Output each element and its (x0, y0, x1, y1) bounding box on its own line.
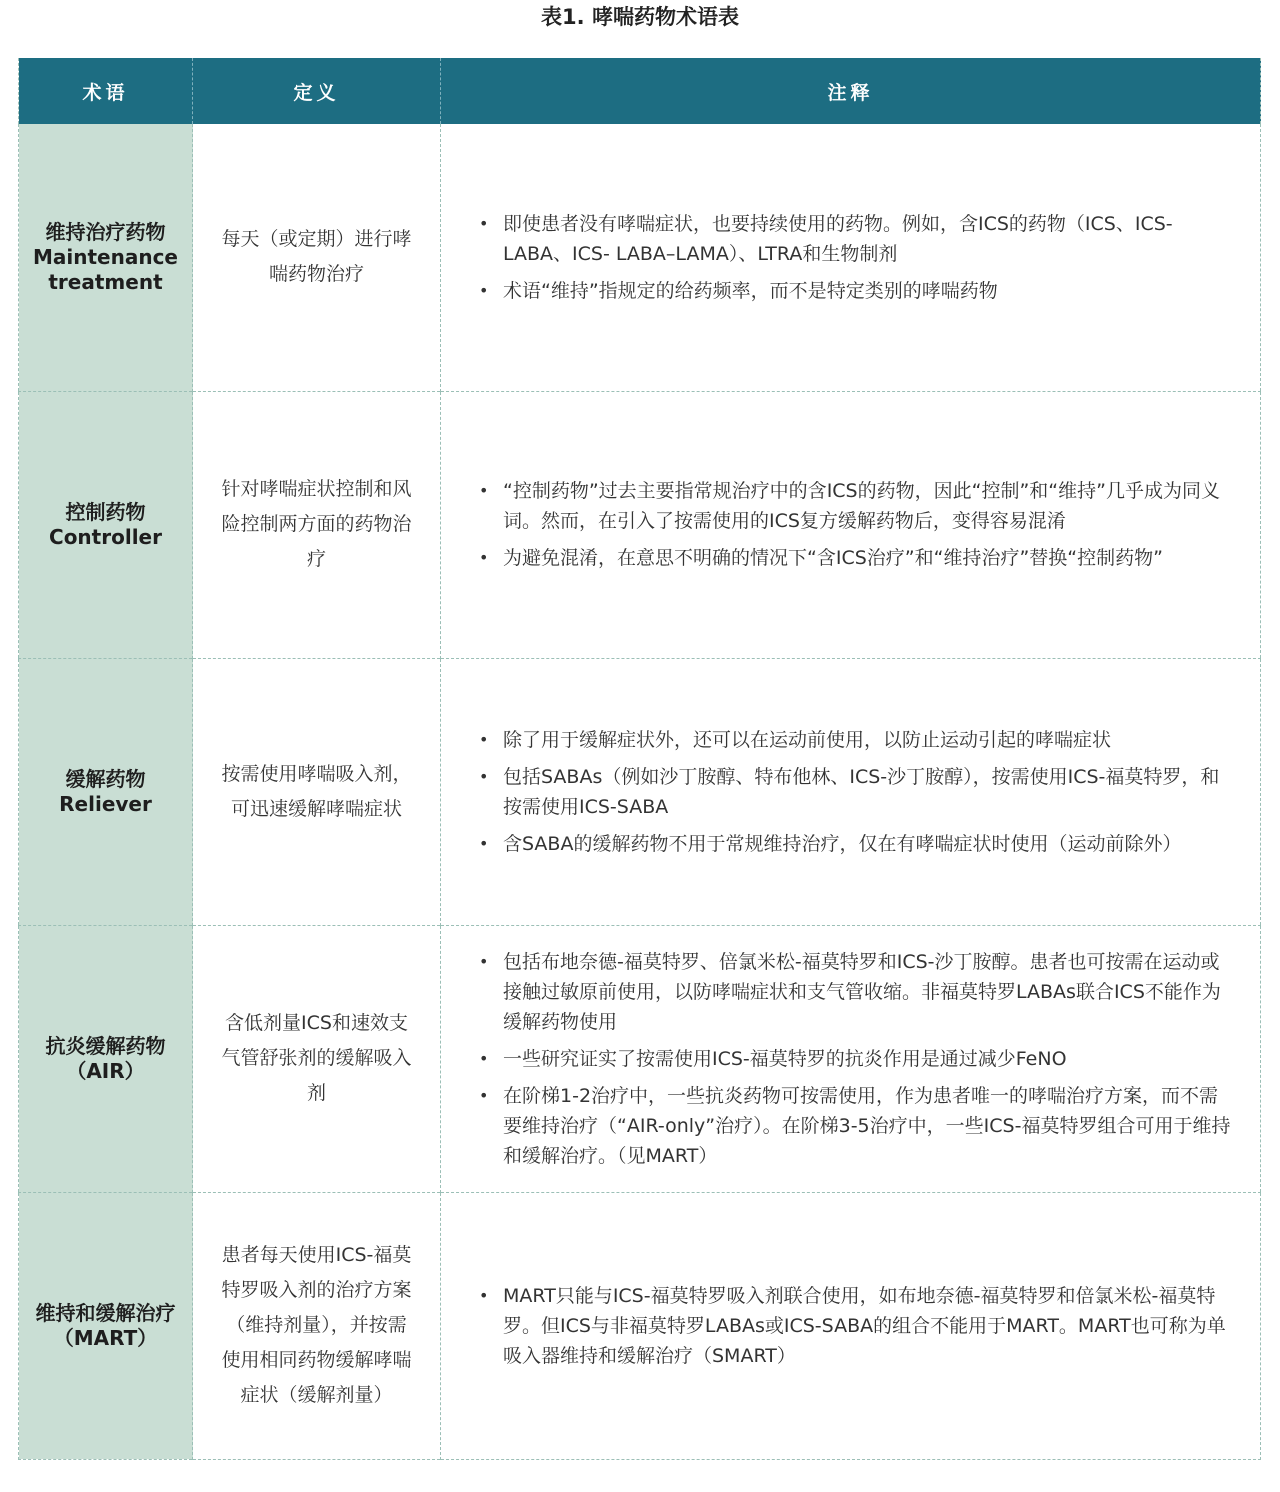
term-cell (19, 658, 193, 925)
bullet-icon: • (479, 213, 489, 233)
note-item (479, 725, 1234, 755)
note-text: MART只能与ICS-福莫特罗吸入剂联合使用，如布地奈德-福莫特罗和倍氯米松-福莫特罗。但ICS与非福莫特罗LABAs或ICS-SABA的组合不能用于MART。MART也可称为单吸入器维持和缓解治疗（SMART） (503, 1284, 1226, 1367)
bullet-icon: • (479, 766, 489, 786)
note-item (479, 1081, 1234, 1171)
term-chinese: 维持治疗药物 (45, 219, 166, 244)
bullet-icon: • (479, 729, 489, 749)
note-item (479, 947, 1234, 1037)
term-cell (19, 925, 193, 1192)
term-cell (19, 124, 193, 391)
note-item (479, 543, 1234, 573)
note-text: 在阶梯1-2治疗中，一些抗炎药物可按需使用，作为患者唯一的哮喘治疗方案，而不需要维持治疗（“AIR-only”治疗）。在阶梯3-5治疗中，一些ICS-福莫特罗组合可用于维持和缓解治疗。（见MART） (503, 1084, 1231, 1167)
term-chinese: 缓解药物 (65, 766, 146, 791)
notes-list (479, 1281, 1234, 1371)
note-item (479, 829, 1234, 859)
notes-list (479, 725, 1234, 859)
table-row (19, 124, 1261, 391)
note-item (479, 1281, 1234, 1371)
bullet-icon: • (479, 548, 489, 567)
notes-cell (441, 391, 1261, 658)
bullet-icon: • (479, 481, 489, 500)
definition-cell: 针对哮喘症状控制和风险控制两方面的药物治疗 (193, 391, 441, 658)
note-text: 含SABA的缓解药物不用于常规维持治疗，仅在有哮喘症状时使用（运动前除外） (503, 832, 1182, 855)
term-english: （MART） (53, 1325, 158, 1350)
note-text: 即使患者没有哮喘症状，也要持续使用的药物。例如，含ICS的药物（ICS、ICS-LABA、ICS- LABA–LAMA）、LTRA和生物制剂 (503, 212, 1173, 265)
term-english: （AIR） (66, 1058, 145, 1083)
term-cell (19, 391, 193, 658)
term-english: Reliever (59, 791, 152, 816)
note-text: 包括布地奈德-福莫特罗、倍氯米松-福莫特罗和ICS-沙丁胺醇。患者也可按需在运动或接触过敏原前使用，以防哮喘症状和支气管收缩。非福莫特罗LABAs联合ICS不能作为缓解药物使用 (503, 950, 1221, 1033)
definition-cell: 含低剂量ICS和速效支气管舒张剂的缓解吸入剂 (193, 925, 441, 1192)
note-item (479, 276, 1234, 306)
definition-cell: 每天（或定期）进行哮喘药物治疗 (193, 124, 441, 391)
table-row (19, 391, 1261, 658)
term-cell (19, 1192, 193, 1459)
terminology-table (18, 58, 1261, 1460)
header-notes: 注释 (441, 58, 1261, 124)
notes-list (479, 947, 1234, 1171)
note-text: “控制药物”过去主要指常规治疗中的含ICS的药物，因此“控制”和“维持”几乎成为同义词。然而，在引入了按需使用的ICS复方缓解药物后，变得容易混淆 (503, 480, 1220, 532)
definition-cell: 按需使用哮喘吸入剂，可迅速缓解哮喘症状 (193, 658, 441, 925)
note-text: 除了用于缓解症状外，还可以在运动前使用，以防止运动引起的哮喘症状 (503, 728, 1112, 751)
definition-cell: 患者每天使用ICS-福莫特罗吸入剂的治疗方案（维持剂量），并按需使用相同药物缓解哮喘症状（缓解剂量） (193, 1192, 441, 1459)
note-item (479, 209, 1234, 269)
term-chinese: 维持和缓解治疗 (35, 1300, 176, 1325)
notes-list (479, 209, 1234, 306)
header-term: 术语 (19, 58, 193, 124)
table-row (19, 658, 1261, 925)
table-header-row (19, 58, 1261, 124)
notes-cell (441, 124, 1261, 391)
note-text: 包括SABAs（例如沙丁胺醇、特布他林、ICS-沙丁胺醇），按需使用ICS-福莫特罗，和按需使用ICS-SABA (503, 765, 1220, 818)
bullet-icon: • (479, 833, 489, 853)
table-row (19, 925, 1261, 1192)
note-item (479, 1044, 1234, 1074)
notes-cell (441, 658, 1261, 925)
term-chinese: 控制药物 (65, 499, 146, 524)
bullet-icon: • (479, 1285, 489, 1305)
term-chinese: 抗炎缓解药物 (45, 1033, 166, 1058)
notes-list (479, 476, 1234, 573)
table-caption: 表1. 哮喘药物术语表 (541, 5, 739, 29)
note-text: 为避免混淆，在意思不明确的情况下“含ICS治疗”和“维持治疗”替换“控制药物” (503, 547, 1163, 569)
notes-cell (441, 925, 1261, 1192)
term-english: Controller (49, 524, 162, 549)
header-definition: 定义 (193, 58, 441, 124)
note-item (479, 476, 1234, 536)
bullet-icon: • (479, 1048, 489, 1068)
note-item (479, 762, 1234, 822)
note-text: 一些研究证实了按需使用ICS-福莫特罗的抗炎作用是通过减少FeNO (503, 1047, 1067, 1070)
bullet-icon: • (479, 1085, 489, 1105)
bullet-icon: • (479, 280, 489, 300)
note-text: 术语“维持”指规定的给药频率，而不是特定类别的哮喘药物 (503, 279, 998, 302)
table-row (19, 1192, 1261, 1459)
bullet-icon: • (479, 951, 489, 971)
notes-cell (441, 1192, 1261, 1459)
term-english: Maintenance treatment (32, 244, 178, 294)
